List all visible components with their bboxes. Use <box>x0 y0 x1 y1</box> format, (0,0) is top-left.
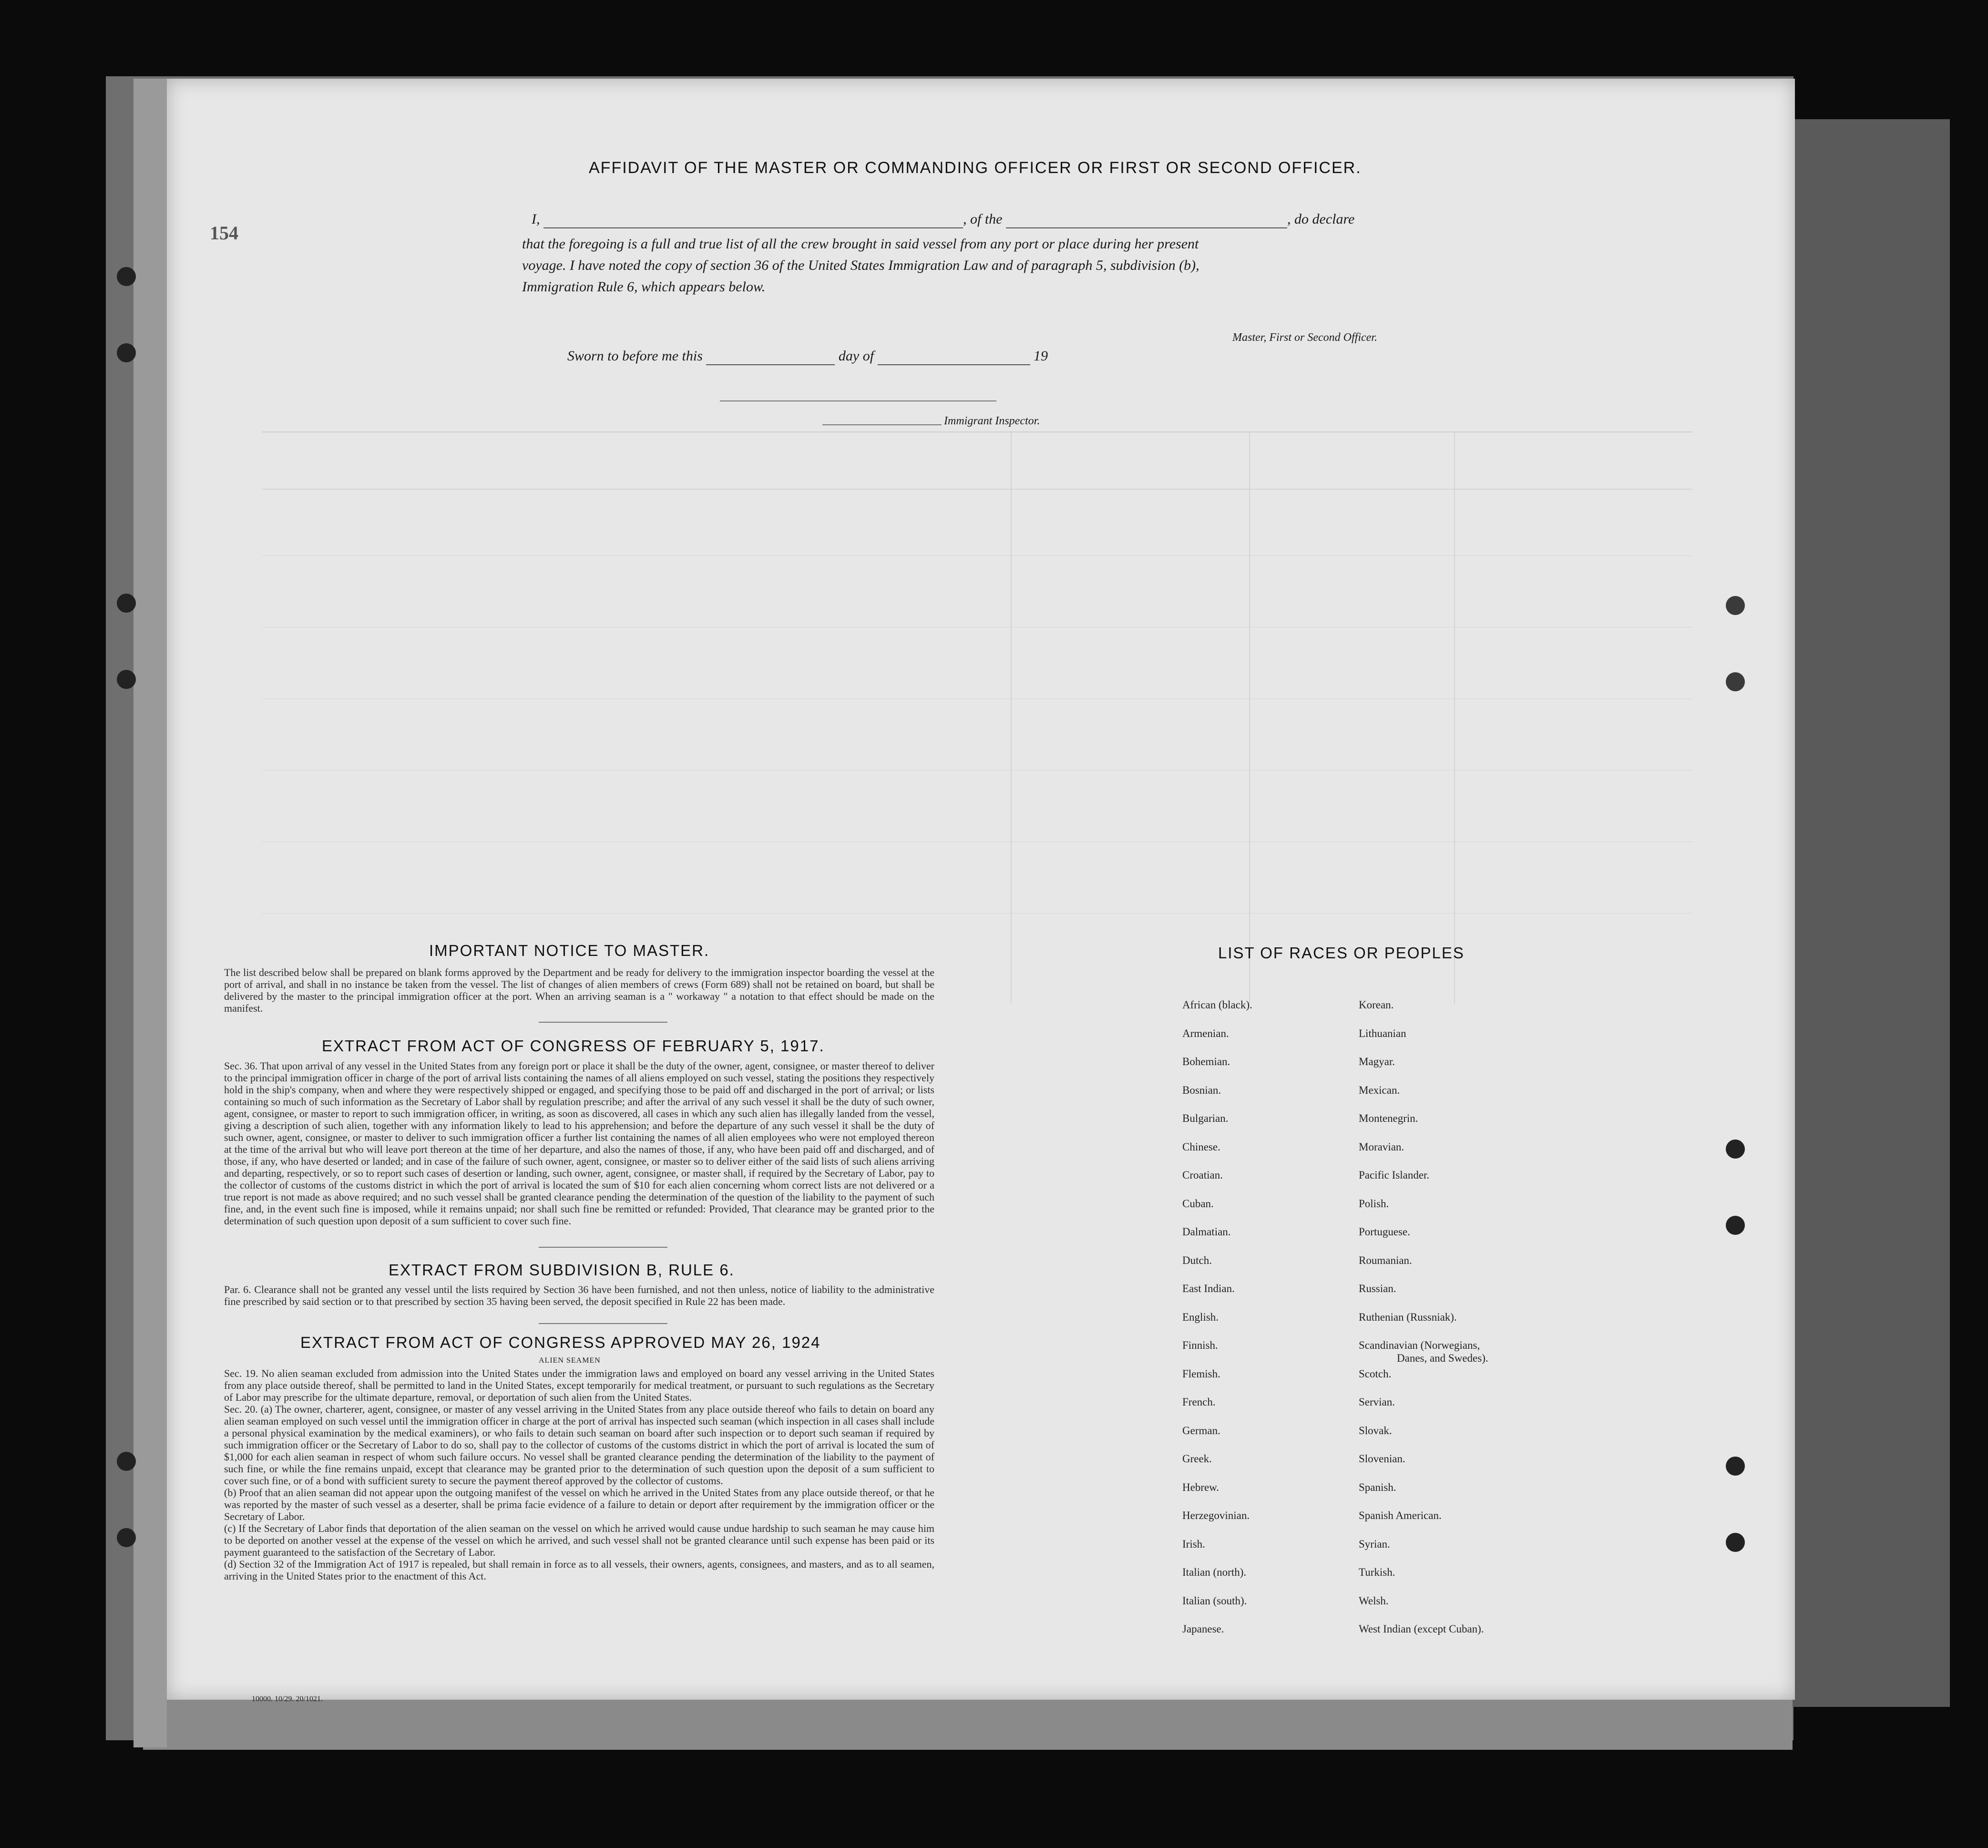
extract-1924-sec20b: (b) Proof that an alien seaman did not appear upon the outgoing manifest of the vessel on which he arrived in the United States from any place outside thereof, or that he was reported by the master of such vessel as a deserter, shall be prima facie evidence of a failure to detain or deport after requirement by the immigration officer or the Secretary of Labor. <box>224 1487 934 1522</box>
affidavit-line-4: Immigration Rule 6, which appears below. <box>522 279 766 295</box>
race-item: Syrian. <box>1359 1538 1390 1550</box>
divider <box>539 1323 667 1324</box>
extract-1917-heading: EXTRACT FROM ACT OF CONGRESS OF FEBRUARY 5, 1917. <box>322 1037 825 1055</box>
extract-1924-sec20d: (d) Section 32 of the Immigration Act of 1917 is repealed, but shall remain in force as to all vessels, their owners, agents, consignees, and masters, and as to all seamen, arriving in the United States prior to the enactment of this Act. <box>224 1558 934 1582</box>
extract-1924-body <box>224 1367 934 1582</box>
rule6-heading: EXTRACT FROM SUBDIVISION B, RULE 6. <box>389 1261 735 1279</box>
race-item: Scotch. <box>1359 1367 1392 1380</box>
race-item: Montenegrin. <box>1359 1112 1418 1124</box>
sworn-day-of: day of <box>838 348 874 364</box>
affidavit-do-declare: , do declare <box>1287 211 1355 227</box>
sworn-line <box>567 348 1048 365</box>
race-item: Scandinavian (Norwegians, <box>1359 1339 1480 1351</box>
punch-hole <box>1726 672 1745 691</box>
punch-hole <box>1726 1216 1745 1235</box>
race-item: Slovak. <box>1359 1424 1392 1437</box>
punch-hole <box>1726 1533 1745 1552</box>
affidavit-heading: AFFIDAVIT OF THE MASTER OR COMMANDING OFFICER OR FIRST OR SECOND OFFICER. <box>589 159 1362 177</box>
binding-hole <box>117 267 136 286</box>
races-heading: LIST OF RACES OR PEOPLES <box>1218 944 1465 962</box>
affidavit-line-1 <box>532 211 1666 228</box>
extract-1917-body: Sec. 36. That upon arrival of any vessel in the United States from any foreign port or place it shall be the duty of the owner, agent, consignee, or master thereof to deliver to the principal immigration officer in charge of the port of arrival lists containing the names of all aliens employed on such vessel, stating the positions they respectively hold in the ship's company, when and where they were respectively shipped or engaged, and specifying those to be paid off and discharged in the port of arrival; or lists containing so much of such information as the Secretary of Labor shall by regulation prescribe; and after the arrival of any such vessel it shall be the duty of such owner, agent, consignee, or master to report to such immigration officer, in writing, as soon as discovered, all cases in which any such alien has illegally landed from the vessel, giving a description of such alien, together with any information likely to lead to his apprehension; and before the departure of any such vessel it shall be the duty of such owner, agent, consignee, or master to deliver to such immigration officer a further list containing the names of all alien employees who were not employed thereon at the time of the arrival but who will leave port thereon at the time of her departure, and also the names of those, if any, who have been paid off and discharged, and of those, if any, who have deserted or landed; and in case of the failure of such owner, agent, consignee, or master so to deliver either of the said lists of such aliens arriving and departing, respectively, or so to report such cases of desertion or landing, such owner, agent, consignee, or master shall, if required by the Secretary of Labor, pay to the collector of customs of the customs district in which the port of arrival is located the sum of $10 for each alien concerning whom correct lists are not delivered or a true report is not made as above required; and no such vessel shall be granted clearance pending the determination of the question of the liability to the payment of such fine, and, in the event such fine is imposed, while it remains unpaid; nor shall such fine be remitted or refunded: Provided, That clearance may be granted prior to the determination of such question upon deposit of a sum sufficient to cover such fine. <box>224 1060 934 1227</box>
race-item: West Indian (except Cuban). <box>1359 1623 1484 1635</box>
race-item: Flemish. <box>1182 1367 1220 1380</box>
race-item: Spanish American. <box>1359 1509 1442 1521</box>
race-item: Servian. <box>1359 1396 1395 1408</box>
race-item: Portuguese. <box>1359 1226 1410 1238</box>
race-item: East Indian. <box>1182 1283 1235 1294</box>
race-item: African (black). <box>1182 999 1252 1011</box>
extract-1924-sec20a: Sec. 20. (a) The owner, charterer, agent, consignee, or master of any vessel arriving in the United States from any place outside thereof who fails to detain on board any alien seaman employed on such vessel until the immigration officer in charge at the port of arrival has inspected such seaman (which inspection in all cases shall include a personal physical examination by the medical examiners), or who fails to detain such seaman on board after such inspection or to deport such seaman if required by such immigration officer or the Secretary of Labor to do so, shall pay to the collector of customs of the customs district in which the port of arrival is located the sum of $1,000 for each alien seaman in respect of whom such failure occurs. No vessel shall be granted clearance pending the determination of the liability to the payment of such fine, or while the fine remains unpaid, except that clearance may be granted prior to the determination of such question upon the deposit of a sum sufficient to cover such fine, or of a bond with sufficient surety to secure the payment thereof approved by the collector of customs. <box>224 1403 934 1487</box>
binding-hole <box>117 670 136 689</box>
divider <box>539 1247 667 1248</box>
inspector-signature-line-short <box>822 424 942 425</box>
race-item: Japanese. <box>1182 1623 1224 1635</box>
race-item: German. <box>1182 1424 1220 1437</box>
extract-1924-heading: EXTRACT FROM ACT OF CONGRESS APPROVED MAY 26, 1924 <box>300 1334 821 1351</box>
race-item: Slovenian. <box>1359 1453 1405 1465</box>
notice-body: The list described below shall be prepared on blank forms approved by the Department and be ready for delivery to the immigration inspector boarding the vessel at the port of arrival, and shall in no instance be taken from the vessel. The list of changes of alien members of crews (Form 689) shall not be retained on board, but shall be delivered by the master to the principal immigration officer at the port. When an arriving seaman is a " workaway " a notation to that effect should be made on the manifest. <box>224 966 934 1014</box>
binding-hole <box>117 594 136 613</box>
race-item: Mexican. <box>1359 1084 1400 1096</box>
race-item: Bohemian. <box>1182 1056 1230 1068</box>
form-footer: 10000. 10/29. 20/1021. <box>252 1695 323 1703</box>
affidavit-line-3: voyage. I have noted the copy of section 36 of the United States Immigration Law and of paragraph 5, subdivision (b), <box>522 257 1199 273</box>
race-item: Italian (north). <box>1182 1566 1247 1578</box>
race-item: Ruthenian (Russniak). <box>1359 1311 1457 1323</box>
race-item: Korean. <box>1359 999 1394 1011</box>
race-item: Irish. <box>1182 1538 1205 1550</box>
sworn-prefix: Sworn to before me this <box>567 348 703 364</box>
extract-1924-subheading: ALIEN SEAMEN <box>539 1356 601 1365</box>
sworn-year: 19 <box>1034 348 1048 364</box>
inspector-signature-line <box>720 400 996 401</box>
race-item: Spanish. <box>1359 1481 1396 1493</box>
race-item: Armenian. <box>1182 1027 1229 1039</box>
affidavit-line-2: that the foregoing is a full and true list of all the crew brought in said vessel from any port or place during her present <box>522 236 1199 252</box>
race-item: Turkish. <box>1359 1566 1395 1578</box>
race-item: Herzegovinian. <box>1182 1509 1250 1521</box>
page-number-mark: 154 <box>210 222 238 244</box>
binding-hole <box>117 1528 136 1547</box>
extract-1924-sec19: Sec. 19. No alien seaman excluded from admission into the United States under the immigration laws and employed on board any vessel arriving in the United States from any place outside thereof, shall be permitted to land in the United States, except temporarily for medical treatment, or pursuant to such regulations as the Secretary of Labor may prescribe for the ultimate departure, removal, or deportation of such alien from the United States. <box>224 1367 934 1403</box>
affidavit-of-the: , of the <box>963 211 1003 227</box>
page-binding-edge <box>133 79 167 1747</box>
race-item: Dutch. <box>1182 1254 1212 1266</box>
race-item: Finnish. <box>1182 1339 1218 1351</box>
race-item: Bosnian. <box>1182 1084 1221 1096</box>
binding-hole <box>117 1452 136 1471</box>
race-item: Polish. <box>1359 1197 1389 1210</box>
race-item: Lithuanian <box>1359 1027 1406 1039</box>
race-item: Moravian. <box>1359 1140 1404 1153</box>
race-item: Cuban. <box>1182 1197 1214 1210</box>
race-item: English. <box>1182 1311 1219 1323</box>
race-item: Croatian. <box>1182 1169 1223 1181</box>
affidavit-i: I, <box>532 211 540 227</box>
divider <box>539 1022 667 1023</box>
extract-1924-sec20c: (c) If the Secretary of Labor finds that deportation of the alien seaman on the vessel on which he arrived would cause undue hardship to such seaman he may cause him to be deported on another vessel at the expense of the vessel on which he arrived, and such vessel shall not be granted clearance until such expense has been paid or its payment guaranteed to the satisfaction of the Secretary of Labor. <box>224 1522 934 1558</box>
race-item: Hebrew. <box>1182 1481 1219 1493</box>
race-item: Dalmatian. <box>1182 1226 1231 1238</box>
rule6-body: Par. 6. Clearance shall not be granted any vessel until the lists required by Section 36 have been furnished, and not then unless, notice of liability to the administrative fine prescribed by said section or to that prescribed by section 35 having been served, the deposit specified in Rule 22 has been made. <box>224 1283 934 1307</box>
race-item: Roumanian. <box>1359 1254 1412 1266</box>
sworn-day-blank <box>706 348 835 365</box>
binding-hole <box>117 343 136 362</box>
race-item: French. <box>1182 1396 1216 1408</box>
race-item: Bulgarian. <box>1182 1112 1229 1124</box>
inspector-caption: Immigrant Inspector. <box>944 415 1040 427</box>
race-item: Welsh. <box>1359 1594 1389 1607</box>
sworn-month-blank <box>878 348 1030 365</box>
race-item: Russian. <box>1359 1283 1396 1294</box>
vessel-name-blank <box>1006 211 1287 228</box>
race-item: Chinese. <box>1182 1140 1220 1153</box>
race-item: Italian (south). <box>1182 1594 1247 1607</box>
punch-hole <box>1726 1140 1745 1159</box>
officer-name-blank <box>543 211 963 228</box>
back-sheet-right <box>1793 119 1950 1707</box>
punch-hole <box>1726 1457 1745 1476</box>
master-signature-caption: Master, First or Second Officer. <box>1232 331 1377 344</box>
document-page <box>167 79 1795 1703</box>
notice-heading: IMPORTANT NOTICE TO MASTER. <box>429 942 710 959</box>
race-item: Pacific Islander. <box>1359 1169 1430 1181</box>
race-item: Greek. <box>1182 1453 1212 1465</box>
race-item: Magyar. <box>1359 1056 1395 1068</box>
race-item: Danes, and Swedes). <box>1397 1352 1488 1364</box>
punch-hole <box>1726 596 1745 615</box>
